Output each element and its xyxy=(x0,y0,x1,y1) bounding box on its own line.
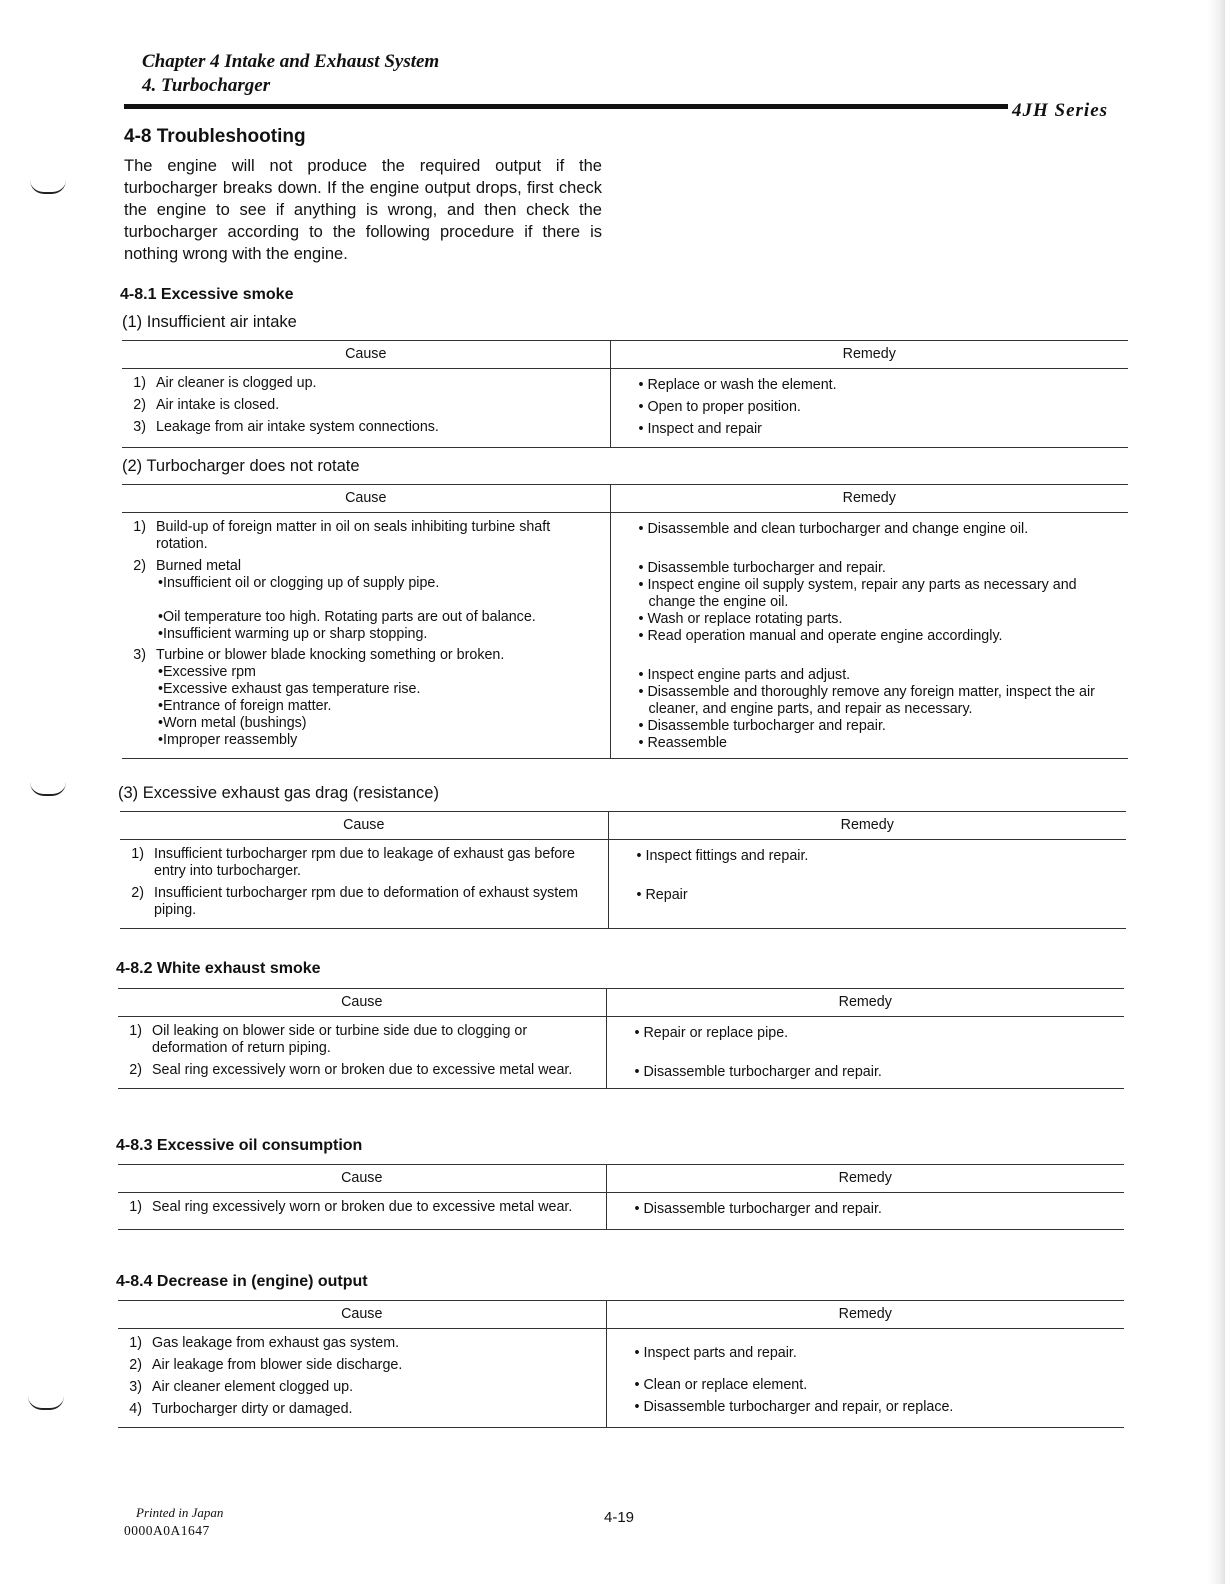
cause-header: Cause xyxy=(120,812,608,840)
table-row xyxy=(120,840,1126,929)
cause-cell xyxy=(118,1193,606,1230)
turbo-not-rotate-title: (2) Turbocharger does not rotate xyxy=(122,457,360,475)
cause-cell xyxy=(118,1017,606,1089)
chapter-title: Chapter 4 Intake and Exhaust System xyxy=(142,51,440,72)
cause-subitem: •Insufficient oil or clogging up of supply pipe. xyxy=(158,575,440,591)
table-header-row xyxy=(118,1301,1124,1329)
page-number: 4-19 xyxy=(604,1509,635,1526)
remedy-item: • Inspect fittings and repair. xyxy=(636,848,809,864)
remedy-cell xyxy=(608,840,1126,929)
cause-subitem: •Insufficient warming up or sharp stopping. xyxy=(158,626,428,642)
remedy-item: • Inspect engine parts and adjust. xyxy=(638,667,851,683)
cause-item: 1) Seal ring excessively worn or broken due to excessive metal wear. xyxy=(129,1199,573,1215)
remedy-item: • Disassemble and clean turbocharger and change engine oil. xyxy=(638,521,1029,537)
remedy-item: • Disassemble turbocharger and repair. xyxy=(638,718,886,734)
cause-header: Cause xyxy=(122,485,610,513)
cause-item: 2) Insufficient turbocharger rpm due to deformation of exhaust system piping. xyxy=(131,885,579,918)
table-header-row xyxy=(118,989,1124,1017)
remedy-item: • Reassemble xyxy=(638,735,727,751)
cause-subitem: •Oil temperature too high. Rotating parts are out of balance. xyxy=(158,609,536,625)
table-row xyxy=(118,1193,1124,1230)
cause-header: Cause xyxy=(122,341,610,369)
remedy-item: • Inspect parts and repair. xyxy=(634,1345,797,1361)
cause-cell xyxy=(122,369,610,448)
cause-item: 3) Turbine or blower blade knocking something or broken. •Excessive rpm •Excessive exhaust gas temperature rise. •Entrance of foreign matter. •Worn metal (bushings) •Improper reassembly xyxy=(133,647,505,748)
cause-item: 1) Gas leakage from exhaust gas system. xyxy=(129,1335,400,1351)
remedy-header: Remedy xyxy=(610,485,1128,513)
cause-subitem: •Entrance of foreign matter. xyxy=(158,698,332,714)
section-output-decrease-title: 4-8.4 Decrease in (engine) output xyxy=(116,1273,368,1290)
table-header-row xyxy=(122,341,1128,369)
table-header-row xyxy=(118,1165,1124,1193)
troubleshooting-title: 4-8 Troubleshooting xyxy=(124,126,306,147)
remedy-item: • Disassemble turbocharger and repair. xyxy=(638,560,886,576)
cause-cell xyxy=(118,1329,606,1428)
cause-item: 2) Air intake is closed. xyxy=(133,397,280,413)
section-title: 4. Turbocharger xyxy=(142,75,271,96)
remedy-item: • Repair xyxy=(636,887,688,903)
cause-header: Cause xyxy=(118,989,606,1017)
cause-cell xyxy=(122,513,610,759)
series-label: 4JH Series xyxy=(1012,100,1109,121)
oil-consumption-table xyxy=(118,1164,1124,1230)
section-white-smoke-title: 4-8.2 White exhaust smoke xyxy=(116,960,321,977)
section-oil-consumption-title: 4-8.3 Excessive oil consumption xyxy=(116,1137,363,1154)
printed-in-japan: Printed in Japan xyxy=(136,1505,224,1520)
binder-hole-mark xyxy=(28,1396,64,1410)
remedy-item: • Disassemble and thoroughly remove any foreign matter, inspect the air cleaner, and engine parts, and repair as necessary. xyxy=(638,684,1095,717)
troubleshooting-intro: The engine will not produce the required output if the turbocharger breaks down. If the engine output drops, first check the engine to see if anything is wrong, and then check the turbocharger according to the following procedure if there is nothing wrong with the engine. xyxy=(124,157,602,263)
chapter-heading xyxy=(142,50,439,98)
cause-item: 1) Build-up of foreign matter in oil on seals inhibiting turbine shaft rotation. xyxy=(133,519,551,552)
cause-item: 1) Oil leaking on blower side or turbine side due to clogging or deformation of return piping. xyxy=(129,1023,528,1056)
remedy-item: • Replace or wash the element. xyxy=(638,377,837,393)
remedy-cell xyxy=(606,1193,1124,1230)
insufficient-air-intake-table xyxy=(122,340,1128,448)
insufficient-air-intake-title: (1) Insufficient air intake xyxy=(122,313,297,331)
cause-subitem: •Excessive exhaust gas temperature rise. xyxy=(158,681,421,697)
section-excessive-smoke-title: 4-8.1 Excessive smoke xyxy=(120,286,294,303)
remedy-header: Remedy xyxy=(608,812,1126,840)
remedy-item: • Inspect engine oil supply system, repair any parts as necessary and change the engine oil. xyxy=(638,577,1077,610)
remedy-cell xyxy=(606,1329,1124,1428)
cause-item: 2) Burned metal •Insufficient oil or clogging up of supply pipe. •Oil temperature too high. Rotating parts are out of balance. •Insufficient warming up or sharp stopping. xyxy=(133,558,536,642)
cause-item: 3) Air cleaner element clogged up. xyxy=(129,1379,354,1395)
remedy-header: Remedy xyxy=(606,989,1124,1017)
remedy-header: Remedy xyxy=(606,1301,1124,1329)
cause-item: 2) Air leakage from blower side discharge. xyxy=(129,1357,403,1373)
remedy-item: • Wash or replace rotating parts. xyxy=(638,611,843,627)
cause-subitem: •Improper reassembly xyxy=(158,732,298,748)
cause-item: 1) Insufficient turbocharger rpm due to leakage of exhaust gas before entry into turbocharger. xyxy=(131,846,575,879)
turbo-not-rotate-table xyxy=(122,484,1128,759)
table-row xyxy=(122,369,1128,448)
output-decrease-table xyxy=(118,1300,1124,1428)
remedy-item: • Clean or replace element. xyxy=(634,1377,808,1393)
exhaust-drag-table xyxy=(120,811,1126,929)
cause-item: 4) Turbocharger dirty or damaged. xyxy=(129,1401,353,1417)
page-edge-shadow xyxy=(1207,0,1225,1584)
table-row xyxy=(118,1017,1124,1089)
cause-header: Cause xyxy=(118,1301,606,1329)
document-code: 0000A0A1647 xyxy=(124,1523,210,1538)
cause-subitem: •Excessive rpm xyxy=(158,664,256,680)
table-header-row xyxy=(120,812,1126,840)
remedy-cell xyxy=(610,369,1128,448)
remedy-header: Remedy xyxy=(606,1165,1124,1193)
cause-item: 2) Seal ring excessively worn or broken due to excessive metal wear. xyxy=(129,1062,573,1078)
white-smoke-table xyxy=(118,988,1124,1089)
remedy-item: • Repair or replace pipe. xyxy=(634,1025,789,1041)
remedy-item: • Disassemble turbocharger and repair, or replace. xyxy=(634,1399,954,1415)
cause-item: 1) Air cleaner is clogged up. xyxy=(133,375,317,391)
binder-hole-mark xyxy=(30,180,66,194)
remedy-header: Remedy xyxy=(610,341,1128,369)
table-row xyxy=(122,513,1128,759)
binder-hole-mark xyxy=(30,782,66,796)
cause-subitem: •Worn metal (bushings) xyxy=(158,715,307,731)
cause-cell xyxy=(120,840,608,929)
remedy-item: • Disassemble turbocharger and repair. xyxy=(634,1201,882,1217)
exhaust-drag-title: (3) Excessive exhaust gas drag (resistance) xyxy=(118,784,439,802)
table-header-row xyxy=(122,485,1128,513)
cause-item: 3) Leakage from air intake system connections. xyxy=(133,419,439,435)
remedy-cell xyxy=(610,513,1128,759)
remedy-item: • Read operation manual and operate engine accordingly. xyxy=(638,628,1003,644)
table-row xyxy=(118,1329,1124,1428)
remedy-item: • Open to proper position. xyxy=(638,399,801,415)
remedy-item: • Inspect and repair xyxy=(638,421,762,437)
remedy-cell xyxy=(606,1017,1124,1089)
cause-header: Cause xyxy=(118,1165,606,1193)
header-rule xyxy=(124,104,1008,109)
remedy-item: • Disassemble turbocharger and repair. xyxy=(634,1064,882,1080)
